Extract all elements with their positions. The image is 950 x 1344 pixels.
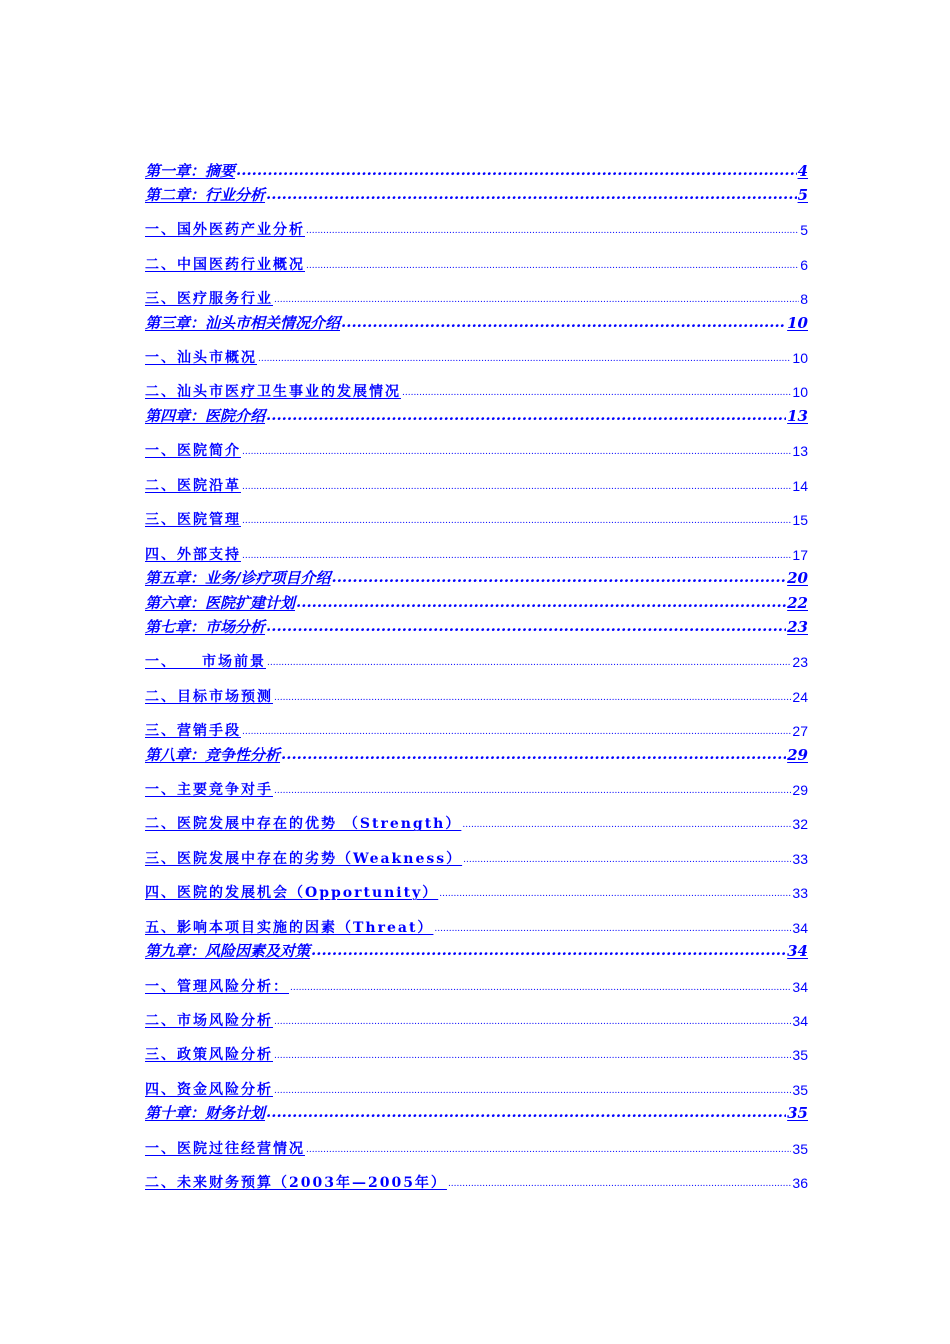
- toc-page-number[interactable]: 23: [792, 654, 808, 671]
- toc-dot-leader: [331, 570, 786, 590]
- toc-chapter-entry[interactable]: [145, 590, 808, 615]
- toc-page-number[interactable]: 10: [792, 384, 808, 401]
- toc-page-number[interactable]: 20: [787, 569, 808, 588]
- toc-dot-leader: [242, 546, 791, 566]
- toc-page-number[interactable]: 35: [792, 1081, 808, 1098]
- toc-page-number[interactable]: 27: [792, 723, 808, 740]
- toc-section-entry[interactable]: [145, 276, 808, 310]
- toc-page-number[interactable]: 22: [787, 593, 808, 612]
- toc-dot-leader: [402, 383, 791, 403]
- toc-entry-title[interactable]: 第三章：汕头市相关情况介绍: [145, 313, 341, 332]
- toc-chapter-entry[interactable]: [145, 310, 808, 335]
- toc-entry-title[interactable]: 二、市场风险分析: [145, 1012, 273, 1029]
- toc-dot-leader: [242, 442, 791, 462]
- toc-entry-title[interactable]: 一、主要竞争对手: [145, 782, 273, 799]
- toc-section-entry[interactable]: [145, 801, 808, 835]
- toc-page-number[interactable]: 35: [792, 1140, 808, 1157]
- toc-section-entry[interactable]: [145, 998, 808, 1032]
- toc-page-number[interactable]: 34: [792, 1012, 808, 1029]
- toc-entry-title[interactable]: 三、医疗服务行业: [145, 291, 273, 308]
- toc-page-number[interactable]: 36: [792, 1174, 808, 1191]
- toc-entry-title[interactable]: 第六章：医院扩建计划: [145, 593, 296, 612]
- toc-entry-title[interactable]: 第八章：竞争性分析: [145, 745, 281, 764]
- toc-dot-leader: [281, 747, 786, 767]
- toc-chapter-entry[interactable]: [145, 1101, 808, 1126]
- toc-dot-leader: [274, 688, 791, 708]
- toc-page-number[interactable]: 29: [787, 745, 808, 764]
- toc-dot-leader: [266, 619, 786, 639]
- toc-dot-leader: [266, 408, 786, 428]
- toc-entry-title[interactable]: 四、外部支持: [145, 546, 241, 563]
- toc-page-number[interactable]: 13: [792, 443, 808, 460]
- toc-section-entry[interactable]: [145, 1066, 808, 1100]
- toc-entry-title[interactable]: 第一章：摘要: [145, 161, 236, 180]
- toc-section-entry[interactable]: [145, 835, 808, 869]
- toc-section-entry[interactable]: [145, 708, 808, 742]
- toc-chapter-entry[interactable]: [145, 566, 808, 591]
- toc-chapter-entry[interactable]: [145, 403, 808, 428]
- toc-page-number[interactable]: 10: [787, 313, 808, 332]
- toc-entry-title[interactable]: 二、医院沿革: [145, 477, 241, 494]
- toc-page-number[interactable]: 33: [792, 850, 808, 867]
- toc-chapter-entry[interactable]: [145, 615, 808, 640]
- toc-entry-title[interactable]: 二、中国医药行业概况: [145, 256, 305, 273]
- toc-section-entry[interactable]: [145, 870, 808, 904]
- toc-dot-leader: [274, 290, 799, 310]
- toc-entry-title[interactable]: 三、政策风险分析: [145, 1047, 273, 1064]
- toc-entry-title[interactable]: 第五章：业务/诊疗项目介绍: [145, 569, 331, 588]
- toc-page-number[interactable]: 15: [792, 512, 808, 529]
- toc-section-entry[interactable]: [145, 531, 808, 565]
- toc-entry-title[interactable]: 一、汕头市概况: [145, 350, 257, 367]
- toc-dot-leader: [434, 919, 791, 939]
- toc-page-number[interactable]: 5: [797, 186, 808, 204]
- toc-page-number[interactable]: 32: [792, 816, 808, 833]
- toc-dot-leader: [258, 349, 791, 369]
- toc-page-number[interactable]: 5: [800, 222, 808, 239]
- toc-dot-leader: [341, 315, 786, 335]
- toc-dot-leader: [306, 221, 799, 241]
- toc-page-number[interactable]: 33: [792, 885, 808, 902]
- toc-page-number[interactable]: 35: [787, 1104, 808, 1123]
- toc-entry-title[interactable]: 一、管理风险分析：: [145, 978, 289, 995]
- toc-dot-leader: [311, 943, 786, 963]
- toc-dot-leader: [306, 1140, 791, 1160]
- toc-dot-leader: [274, 1081, 791, 1101]
- toc-page-number[interactable]: 34: [792, 978, 808, 995]
- toc-section-entry[interactable]: [145, 428, 808, 462]
- toc-section-entry[interactable]: [145, 1160, 808, 1194]
- toc-entry-title[interactable]: 一、医院简介: [145, 443, 241, 460]
- toc-section-entry[interactable]: [145, 462, 808, 496]
- table-of-contents: [145, 158, 808, 1194]
- toc-dot-leader: [448, 1174, 791, 1194]
- toc-section-entry[interactable]: [145, 904, 808, 938]
- toc-entry-title[interactable]: 第九章：风险因素及对策: [145, 942, 311, 961]
- toc-page-number[interactable]: 6: [800, 256, 808, 273]
- toc-entry-title[interactable]: 三、医院管理: [145, 512, 241, 529]
- toc-page-number[interactable]: 34: [787, 942, 808, 961]
- toc-chapter-entry[interactable]: [145, 158, 808, 183]
- toc-entry-title[interactable]: 二、目标市场预测: [145, 688, 273, 705]
- toc-entry-title[interactable]: 一、 市场前景: [145, 654, 266, 671]
- toc-section-entry[interactable]: [145, 207, 808, 241]
- toc-section-entry[interactable]: [145, 1032, 808, 1066]
- toc-section-entry[interactable]: [145, 673, 808, 707]
- toc-page-number[interactable]: 34: [792, 919, 808, 936]
- toc-dot-leader: [236, 163, 797, 183]
- toc-chapter-entry[interactable]: [145, 742, 808, 767]
- toc-section-entry[interactable]: [145, 1125, 808, 1159]
- toc-section-entry[interactable]: [145, 497, 808, 531]
- toc-section-entry[interactable]: [145, 639, 808, 673]
- toc-entry-title[interactable]: 第二章：行业分析: [145, 186, 266, 204]
- toc-entry-title[interactable]: 四、医院的发展机会（Opportunity）: [145, 885, 439, 902]
- toc-dot-leader: [267, 653, 791, 673]
- toc-dot-leader: [242, 511, 791, 531]
- toc-entry-title[interactable]: 二、未来财务预算（2003年—2005年）: [145, 1174, 447, 1191]
- toc-entry-title[interactable]: 一、国外医药产业分析: [145, 222, 305, 239]
- toc-entry-title[interactable]: 四、资金风险分析: [145, 1081, 273, 1098]
- toc-entry-title[interactable]: 第四章：医院介绍: [145, 406, 266, 425]
- toc-dot-leader: [296, 595, 786, 615]
- toc-page-number[interactable]: 13: [787, 406, 808, 425]
- toc-dot-leader: [274, 1012, 791, 1032]
- toc-entry-title[interactable]: 一、医院过往经营情况: [145, 1140, 305, 1157]
- toc-dot-leader: [439, 884, 791, 904]
- toc-entry-title[interactable]: 第十章：财务计划: [145, 1104, 266, 1123]
- toc-chapter-entry[interactable]: [145, 183, 808, 208]
- toc-page-number[interactable]: 35: [792, 1047, 808, 1064]
- toc-entry-title[interactable]: 第七章：市场分析: [145, 618, 266, 637]
- toc-section-entry[interactable]: [145, 241, 808, 275]
- toc-page-number[interactable]: 4: [797, 161, 808, 180]
- toc-page-number[interactable]: 8: [800, 291, 808, 308]
- toc-dot-leader: [242, 722, 791, 742]
- toc-section-entry[interactable]: [145, 963, 808, 997]
- toc-dot-leader: [463, 850, 791, 870]
- toc-section-entry[interactable]: [145, 767, 808, 801]
- toc-entry-title[interactable]: 三、医院发展中存在的劣势（Weakness）: [145, 850, 463, 867]
- toc-dot-leader: [242, 477, 791, 497]
- toc-entry-title[interactable]: 二、汕头市医疗卫生事业的发展情况: [145, 384, 401, 401]
- toc-page-number[interactable]: 23: [787, 618, 808, 637]
- toc-dot-leader: [462, 815, 791, 835]
- toc-entry-title[interactable]: 三、营销手段: [145, 723, 241, 740]
- toc-section-entry[interactable]: [145, 335, 808, 369]
- toc-page-number[interactable]: 24: [792, 688, 808, 705]
- toc-dot-leader: [290, 978, 791, 998]
- toc-dot-leader: [274, 781, 791, 801]
- toc-dot-leader: [274, 1046, 791, 1066]
- toc-chapter-entry[interactable]: [145, 939, 808, 964]
- toc-section-entry[interactable]: [145, 369, 808, 403]
- toc-page-number[interactable]: 14: [792, 477, 808, 494]
- toc-dot-leader: [266, 1105, 786, 1125]
- toc-entry-title[interactable]: 二、医院发展中存在的优势 （Strength）: [145, 816, 462, 833]
- toc-page-number[interactable]: 17: [792, 546, 808, 563]
- toc-page-number[interactable]: 29: [792, 782, 808, 799]
- toc-dot-leader: [306, 256, 799, 276]
- toc-page-number[interactable]: 10: [792, 350, 808, 367]
- toc-dot-leader: [266, 187, 797, 207]
- toc-entry-title[interactable]: 五、影响本项目实施的因素（Threat）: [145, 919, 434, 936]
